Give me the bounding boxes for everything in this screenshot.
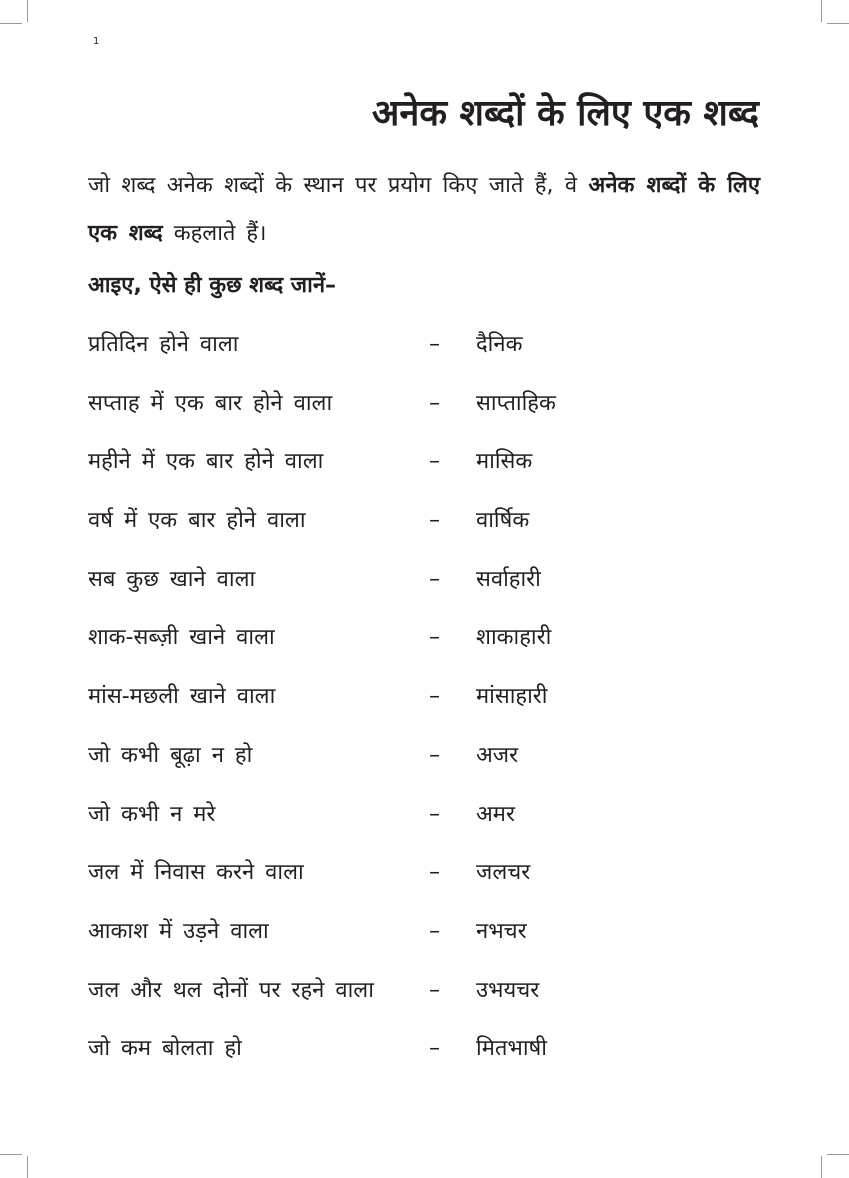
one-word-answer: अजर — [476, 742, 519, 768]
list-item — [88, 964, 760, 1023]
page-number: 1 — [93, 36, 100, 47]
separator-dash: – — [429, 977, 440, 1003]
one-word-answer: अमर — [476, 801, 515, 827]
one-word-answer: नभचर — [476, 918, 527, 944]
separator-dash: – — [429, 918, 440, 944]
crop-mark-top-left-h — [0, 23, 22, 24]
intro-text-start: जो शब्द अनेक शब्दों के स्थान पर प्रयोग किए जाते हैं, वे — [88, 173, 589, 198]
crop-mark-bottom-right-v — [821, 1156, 822, 1178]
list-item — [88, 435, 760, 494]
intro-text-end: कहलाते हैं। — [162, 221, 267, 246]
separator-dash: – — [429, 684, 440, 710]
phrase-text: शाक-सब्ज़ी खाने वाला — [88, 625, 275, 651]
list-item — [88, 670, 760, 729]
one-word-answer: मितभाषी — [476, 1036, 547, 1062]
separator-dash: – — [429, 390, 440, 416]
one-word-answer: जलचर — [476, 860, 531, 886]
separator-dash: – — [429, 566, 440, 592]
separator-dash: – — [429, 332, 440, 357]
section-subheading: आइए, ऐसे ही कुछ शब्द जानें– — [88, 273, 337, 298]
separator-dash: – — [429, 1036, 440, 1062]
crop-mark-bottom-right-h — [827, 1154, 849, 1155]
phrase-text: जो कभी बूढ़ा न हो — [88, 742, 253, 768]
page-title: अनेक शब्दों के लिए एक शब्द — [371, 93, 759, 134]
one-word-answer: शाकाहारी — [476, 625, 552, 651]
phrase-text: जल और थल दोनों पर रहने वाला — [88, 977, 374, 1003]
word-list — [88, 318, 760, 1081]
phrase-text: सब कुछ खाने वाला — [88, 566, 256, 592]
phrase-text: प्रतिदिन होने वाला — [88, 332, 239, 357]
crop-mark-bottom-left-v — [27, 1156, 28, 1178]
one-word-answer: वार्षिक — [476, 508, 530, 534]
list-item — [88, 729, 760, 788]
phrase-text: जो कभी न मरे — [88, 801, 216, 827]
crop-mark-top-right-h — [827, 23, 849, 24]
one-word-answer: उभयचर — [476, 977, 540, 1003]
one-word-answer: सर्वाहारी — [476, 566, 541, 592]
one-word-answer: साप्ताहिक — [476, 390, 556, 416]
intro-paragraph — [88, 162, 760, 258]
phrase-text: सप्ताह में एक बार होने वाला — [88, 390, 333, 416]
one-word-answer: मासिक — [476, 449, 533, 475]
list-item — [88, 788, 760, 847]
intro-bold-term: अनेक शब्दों के लिए एक शब्द — [88, 173, 761, 246]
list-item — [88, 318, 760, 377]
crop-mark-bottom-left-h — [0, 1154, 22, 1155]
separator-dash: – — [429, 742, 440, 768]
phrase-text: वर्ष में एक बार होने वाला — [88, 508, 306, 534]
phrase-text: आकाश में उड़ने वाला — [88, 918, 269, 944]
list-item — [88, 846, 760, 905]
list-item — [88, 553, 760, 612]
one-word-answer: दैनिक — [476, 332, 523, 357]
list-item — [88, 377, 760, 436]
phrase-text: मांस-मछली खाने वाला — [88, 684, 276, 710]
one-word-answer: मांसाहारी — [476, 684, 548, 710]
separator-dash: – — [429, 801, 440, 827]
separator-dash: – — [429, 508, 440, 534]
phrase-text: महीने में एक बार होने वाला — [88, 449, 324, 475]
list-item — [88, 611, 760, 670]
phrase-text: जल में निवास करने वाला — [88, 860, 304, 886]
separator-dash: – — [429, 449, 440, 475]
list-item — [88, 1022, 760, 1081]
crop-mark-top-left-v — [27, 0, 28, 22]
separator-dash: – — [429, 860, 440, 886]
phrase-text: जो कम बोलता हो — [88, 1036, 242, 1062]
crop-mark-top-right-v — [821, 0, 822, 22]
list-item — [88, 494, 760, 553]
separator-dash: – — [429, 625, 440, 651]
list-item — [88, 905, 760, 964]
